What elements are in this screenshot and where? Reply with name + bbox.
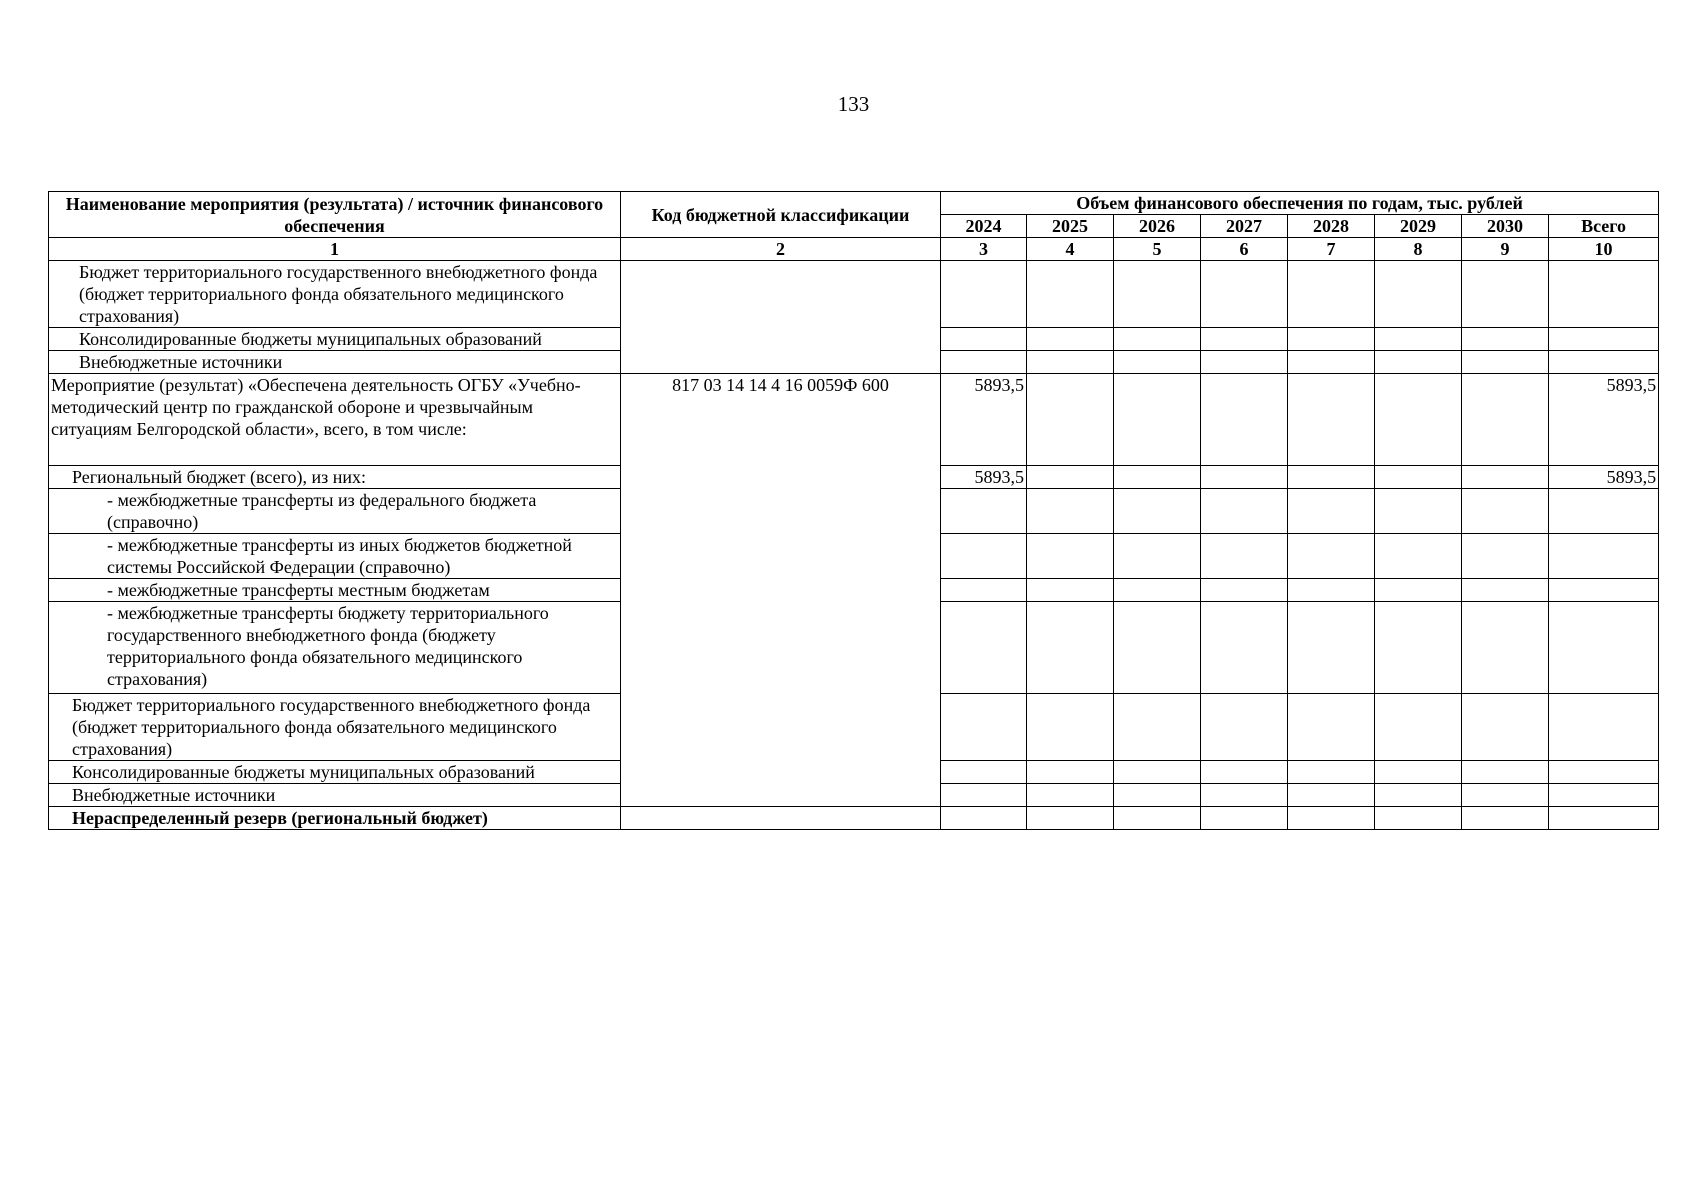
- value-cell: [1114, 761, 1201, 784]
- column-number: 5: [1114, 238, 1201, 261]
- column-number: 2: [621, 238, 941, 261]
- value-cell: [1201, 579, 1288, 602]
- value-cell: 5893,5: [941, 466, 1027, 489]
- value-cell: [1462, 351, 1549, 374]
- value-cell: [1027, 351, 1114, 374]
- value-cell: [1462, 602, 1549, 694]
- column-number: 6: [1201, 238, 1288, 261]
- header-total: Всего: [1549, 215, 1659, 238]
- value-cell: [941, 807, 1027, 830]
- value-cell: [1027, 489, 1114, 534]
- value-cell: [1201, 602, 1288, 694]
- value-cell: [941, 579, 1027, 602]
- value-cell: [1288, 602, 1375, 694]
- value-cell: [941, 602, 1027, 694]
- row-code-empty: [621, 261, 941, 374]
- page-number: 133: [837, 92, 870, 116]
- row-name: Внебюджетные источники: [49, 784, 621, 807]
- total-cell: [1549, 534, 1659, 579]
- value-cell: [1027, 374, 1114, 466]
- value-cell: [1201, 784, 1288, 807]
- value-cell: [1375, 374, 1462, 466]
- value-cell: [1462, 328, 1549, 351]
- budget-table: [48, 191, 1659, 830]
- value-cell: [1114, 602, 1201, 694]
- header-year: 2030: [1462, 215, 1549, 238]
- header-name: Наименование мероприятия (результата) / источник финансового обеспечения: [49, 192, 621, 238]
- value-cell: [1027, 761, 1114, 784]
- header-volume: Объем финансового обеспечения по годам, тыс. рублей: [941, 192, 1659, 215]
- value-cell: [1462, 261, 1549, 328]
- value-cell: [941, 261, 1027, 328]
- total-cell: [1549, 602, 1659, 694]
- value-cell: [1375, 761, 1462, 784]
- value-cell: [1375, 784, 1462, 807]
- value-cell: [1114, 534, 1201, 579]
- header-year: 2029: [1375, 215, 1462, 238]
- row-name: - межбюджетные трансферты бюджету территориального государственного внебюджетного фонда (бюджету территориального фонда обязательного медицинского страхования): [49, 602, 621, 694]
- total-cell: [1549, 328, 1659, 351]
- value-cell: [1375, 328, 1462, 351]
- value-cell: [941, 761, 1027, 784]
- value-cell: [1288, 694, 1375, 761]
- value-cell: [1462, 534, 1549, 579]
- row-name: - межбюджетные трансферты местным бюджетам: [49, 579, 621, 602]
- header-year: 2024: [941, 215, 1027, 238]
- value-cell: [1027, 261, 1114, 328]
- value-cell: [1114, 374, 1201, 466]
- column-number-row: [49, 238, 1659, 261]
- value-cell: [1201, 807, 1288, 830]
- value-cell: [1375, 261, 1462, 328]
- value-cell: [1462, 694, 1549, 761]
- value-cell: [1462, 466, 1549, 489]
- value-cell: [1288, 351, 1375, 374]
- value-cell: [1462, 761, 1549, 784]
- column-number: 10: [1549, 238, 1659, 261]
- value-cell: [1288, 579, 1375, 602]
- row-name: Бюджет территориального государственного внебюджетного фонда (бюджет территориального фонда обязательного медицинского страхования): [49, 694, 621, 761]
- total-cell: [1549, 761, 1659, 784]
- row-name: Мероприятие (результат) «Обеспечена деятельность ОГБУ «Учебно-методический центр по гражданской обороне и чрезвычайным ситуациям Белгородской области», всего, в том числе:: [49, 374, 621, 466]
- value-cell: [1462, 489, 1549, 534]
- value-cell: [1288, 328, 1375, 351]
- value-cell: [1375, 489, 1462, 534]
- value-cell: [1201, 534, 1288, 579]
- value-cell: [1201, 351, 1288, 374]
- table-row: [49, 807, 1659, 830]
- value-cell: [1375, 602, 1462, 694]
- value-cell: [1375, 466, 1462, 489]
- value-cell: [941, 694, 1027, 761]
- total-cell: [1549, 784, 1659, 807]
- value-cell: [1027, 534, 1114, 579]
- header-year: 2026: [1114, 215, 1201, 238]
- value-cell: [1027, 602, 1114, 694]
- row-name: Консолидированные бюджеты муниципальных образований: [49, 761, 621, 784]
- value-cell: [1201, 328, 1288, 351]
- value-cell: [1201, 374, 1288, 466]
- value-cell: [941, 328, 1027, 351]
- value-cell: [1027, 579, 1114, 602]
- header-year: 2025: [1027, 215, 1114, 238]
- value-cell: [1288, 466, 1375, 489]
- row-name: Консолидированные бюджеты муниципальных образований: [49, 328, 621, 351]
- row-code: [621, 807, 941, 830]
- value-cell: [1114, 784, 1201, 807]
- row-code: 817 03 14 14 4 16 0059Ф 600: [621, 374, 941, 807]
- value-cell: [1375, 351, 1462, 374]
- row-name: Нераспределенный резерв (региональный бюджет): [49, 807, 621, 830]
- header-row-1: [49, 192, 1659, 215]
- column-number: 4: [1027, 238, 1114, 261]
- value-cell: [1462, 374, 1549, 466]
- header-year: 2028: [1288, 215, 1375, 238]
- value-cell: [1114, 489, 1201, 534]
- total-cell: [1549, 694, 1659, 761]
- value-cell: [1027, 328, 1114, 351]
- column-number: 1: [49, 238, 621, 261]
- value-cell: [941, 534, 1027, 579]
- total-cell: 5893,5: [1549, 466, 1659, 489]
- total-cell: [1549, 579, 1659, 602]
- value-cell: [1288, 807, 1375, 830]
- value-cell: [1114, 261, 1201, 328]
- value-cell: [1462, 807, 1549, 830]
- value-cell: [1114, 466, 1201, 489]
- value-cell: [1375, 694, 1462, 761]
- value-cell: [1027, 466, 1114, 489]
- value-cell: [1027, 694, 1114, 761]
- table-row: [49, 261, 1659, 328]
- value-cell: [1114, 328, 1201, 351]
- value-cell: [941, 489, 1027, 534]
- table-row: [49, 374, 1659, 466]
- value-cell: [1288, 784, 1375, 807]
- value-cell: [1201, 761, 1288, 784]
- value-cell: 5893,5: [941, 374, 1027, 466]
- value-cell: [1288, 489, 1375, 534]
- value-cell: [1114, 351, 1201, 374]
- row-name: - межбюджетные трансферты из иных бюджетов бюджетной системы Российской Федерации (справочно): [49, 534, 621, 579]
- column-number: 8: [1375, 238, 1462, 261]
- total-cell: [1549, 807, 1659, 830]
- value-cell: [1288, 534, 1375, 579]
- value-cell: [1462, 784, 1549, 807]
- value-cell: [1462, 579, 1549, 602]
- value-cell: [1375, 807, 1462, 830]
- header-code: Код бюджетной классификации: [621, 192, 941, 238]
- value-cell: [1288, 374, 1375, 466]
- total-cell: 5893,5: [1549, 374, 1659, 466]
- value-cell: [1375, 534, 1462, 579]
- value-cell: [1027, 807, 1114, 830]
- value-cell: [1288, 261, 1375, 328]
- value-cell: [1114, 807, 1201, 830]
- total-cell: [1549, 489, 1659, 534]
- value-cell: [1201, 466, 1288, 489]
- row-name: Бюджет территориального государственного внебюджетного фонда (бюджет территориального фонда обязательного медицинского страхования): [49, 261, 621, 328]
- row-name: - межбюджетные трансферты из федерального бюджета (справочно): [49, 489, 621, 534]
- row-name: Региональный бюджет (всего), из них:: [49, 466, 621, 489]
- total-cell: [1549, 351, 1659, 374]
- column-number: 7: [1288, 238, 1375, 261]
- row-name: Внебюджетные источники: [49, 351, 621, 374]
- total-cell: [1549, 261, 1659, 328]
- column-number: 3: [941, 238, 1027, 261]
- value-cell: [1375, 579, 1462, 602]
- value-cell: [1201, 694, 1288, 761]
- value-cell: [941, 351, 1027, 374]
- value-cell: [941, 784, 1027, 807]
- value-cell: [1201, 261, 1288, 328]
- value-cell: [1288, 761, 1375, 784]
- value-cell: [1114, 579, 1201, 602]
- value-cell: [1027, 784, 1114, 807]
- value-cell: [1114, 694, 1201, 761]
- column-number: 9: [1462, 238, 1549, 261]
- value-cell: [1201, 489, 1288, 534]
- header-year: 2027: [1201, 215, 1288, 238]
